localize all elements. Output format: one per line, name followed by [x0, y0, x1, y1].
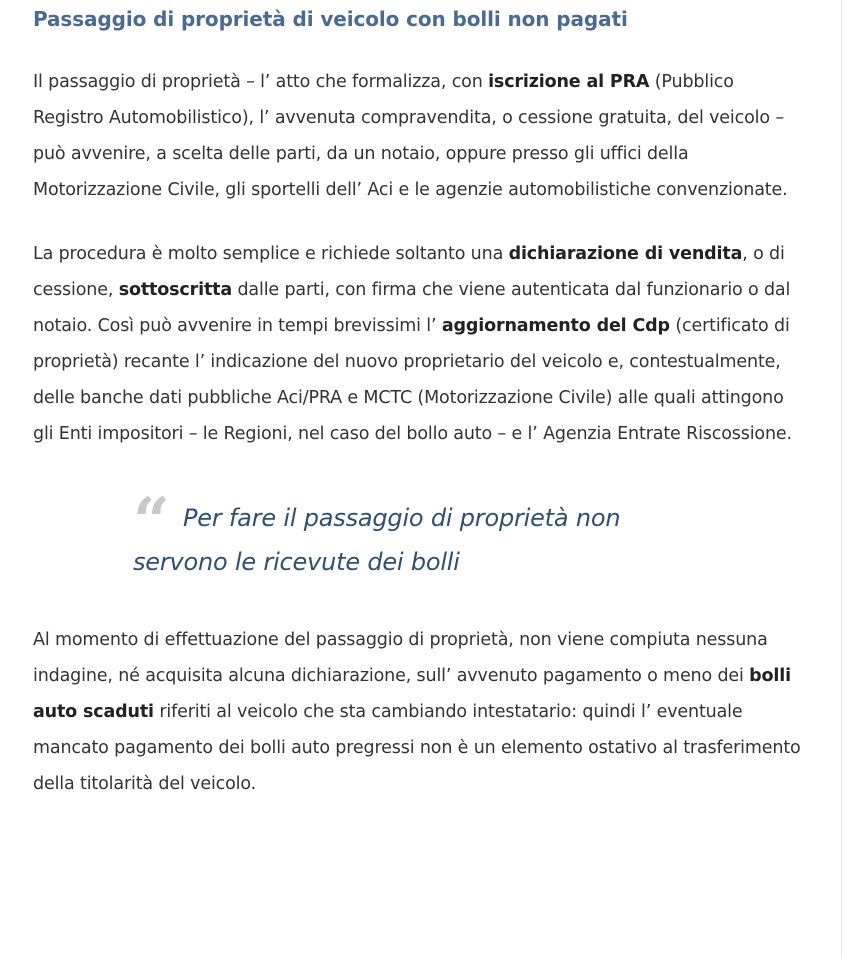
bold-text-iscrizione-pra: iscrizione al PRA	[488, 72, 650, 92]
bold-text-aggiornamento-cdp: aggiornamento del Cdp	[441, 316, 670, 336]
paragraph-text: (certificato di proprietà) recante l’ indicazione del nuovo proprietario del veicolo e, contestualmente, delle banche dati pubbliche Aci/PRA e MCTC (Motorizzazione Civile) alle quali attingono gli Enti impositori – le Regioni, nel caso del bollo auto – e l’ Agenzia Entrate Riscossione.	[33, 316, 792, 444]
paragraph-1	[33, 64, 808, 208]
article	[33, 0, 808, 802]
paragraph-text: La procedura è molto semplice e richiede soltanto una	[33, 244, 509, 264]
pull-quote-text: Per fare il passaggio di proprietà non servono le ricevute dei bolli	[133, 504, 621, 576]
bold-text-sottoscritta: sottoscritta	[118, 280, 233, 300]
article-title: Passaggio di proprietà di veicolo con bolli non pagati	[33, 7, 628, 31]
paragraph-text: Il passaggio di proprietà – l’ atto che formalizza, con	[33, 72, 489, 92]
paragraph-text: , o di cessione,	[33, 244, 785, 300]
paragraph-text: Al momento di effettuazione del passaggio di proprietà, non viene compiuta nessuna indagine, né acquisita alcuna dichiarazione, sull’ avvenuto pagamento o meno dei	[33, 630, 768, 686]
quote-mark-icon: “	[133, 484, 164, 559]
bold-text-bolli-auto-scaduti: bolli auto scaduti	[33, 666, 791, 722]
page-right-border	[841, 0, 842, 957]
paragraph-3	[33, 622, 808, 802]
paragraph-text: riferiti al veicolo che sta cambiando intestatario: quindi l’ eventuale mancato pagamento dei bolli auto pregressi non è un elemento ostativo al trasferimento della titolarità del veicolo.	[33, 702, 801, 794]
pull-quote	[133, 484, 693, 584]
paragraph-text: dalle parti, con firma che viene autenticata dal funzionario o dal notaio. Così può avvenire in tempi brevissimi l’	[33, 280, 791, 336]
bold-text-dichiarazione-vendita: dichiarazione di vendita	[508, 244, 743, 264]
paragraph-text: (Pubblico Registro Automobilistico), l’ avvenuta compravendita, o cessione gratuita, del veicolo – può avvenire, a scelta delle parti, da un notaio, oppure presso gli uffici della Motorizzazione Civile, gli sportelli dell’ Aci e le agenzie automobilistiche convenzionate.	[33, 72, 788, 200]
paragraph-2	[33, 236, 808, 452]
